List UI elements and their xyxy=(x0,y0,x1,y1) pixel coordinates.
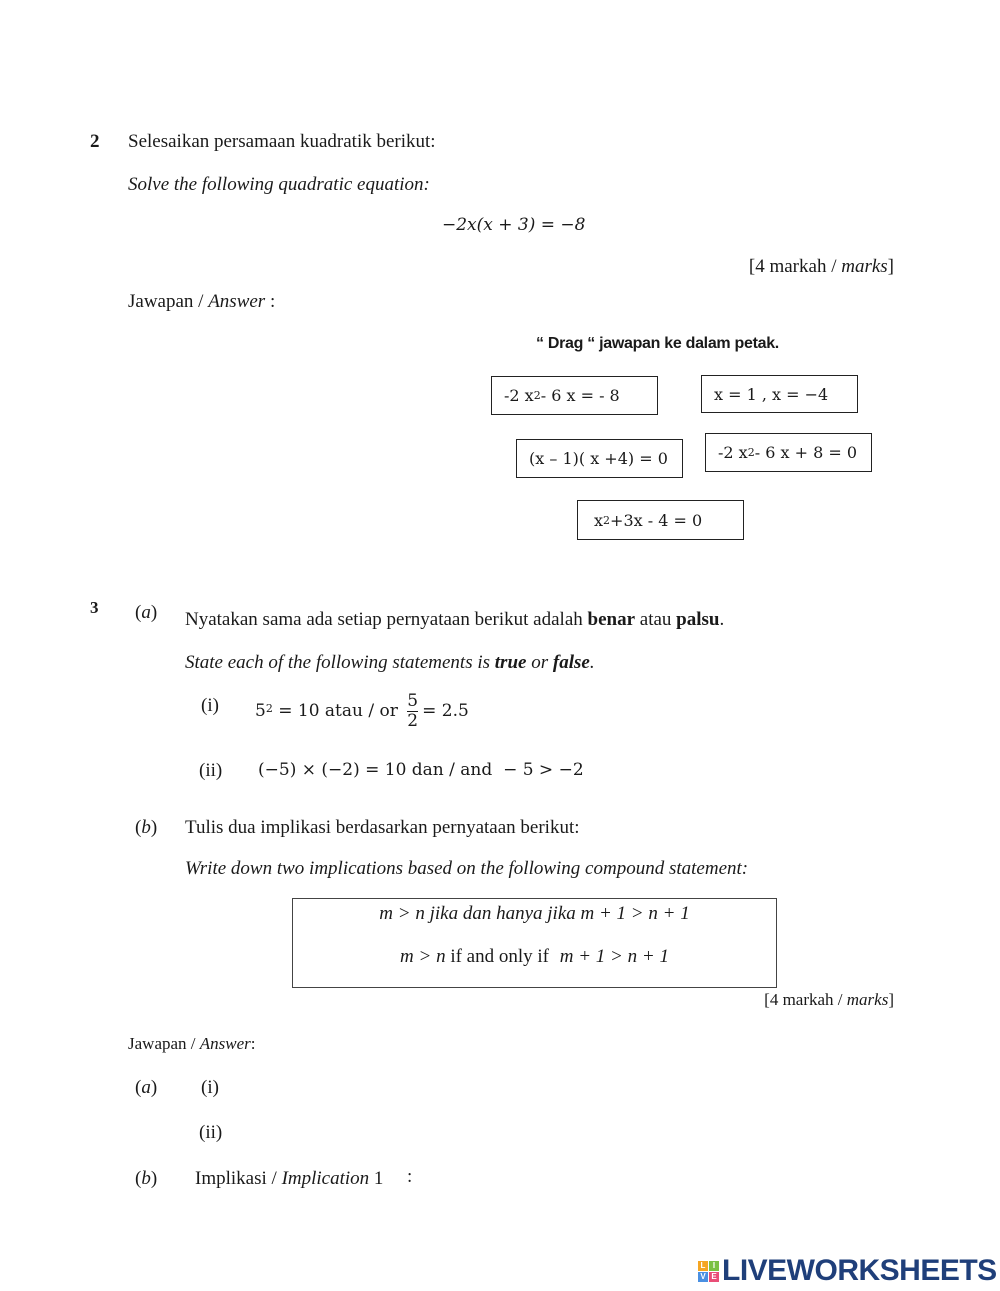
part-b-label: (b) xyxy=(135,817,158,838)
question-2-prompt-en: Solve the following quadratic equation: xyxy=(128,174,430,195)
question-2-prompt-ms: Selesaikan persamaan kuadratik berikut: xyxy=(128,131,436,152)
part-b-prompt-ms: Tulis dua implikasi berdasarkan pernyataan berikut: xyxy=(185,817,580,838)
statement-ii-label: (ii) xyxy=(199,760,223,781)
statement-i: 5 2 = 10 atau / or $\frac{5}{2}$ = 2.5 xyxy=(255,691,469,731)
drag-tile-5[interactable]: x 2 +3x - 4 = 0 xyxy=(577,500,744,540)
answer-a-label: (a) xyxy=(135,1077,158,1098)
drag-instruction: “ Drag “ jawapan ke dalam petak. xyxy=(536,335,779,352)
part-b-prompt-en: Write down two implications based on the following compound statement: xyxy=(185,858,749,879)
question-3-answer-label: Jawapan / Answer: xyxy=(128,1034,256,1053)
compound-statement-ms: m > n jika dan hanya jika m + 1 > n + 1 xyxy=(379,903,690,924)
implication-1-label: Implikasi / Implication 1 xyxy=(195,1168,384,1189)
question-3-marks: [4 markah / marks] xyxy=(764,990,894,1009)
question-2-equation: −2x(x + 3) = −8 xyxy=(442,215,586,235)
answer-b-label: (b) xyxy=(135,1168,158,1189)
liveworksheets-logo xyxy=(698,1254,997,1288)
question-3-number: 3 xyxy=(90,598,99,617)
answer-ii-label: (ii) xyxy=(199,1122,223,1143)
statement-i-label: (i) xyxy=(201,695,219,716)
logo-blocks-icon: L I V E xyxy=(698,1261,719,1282)
question-2-number: 2 xyxy=(90,131,100,152)
drag-tile-4[interactable]: -2 x 2 - 6 x + 8 = 0 xyxy=(705,433,872,472)
drag-tile-3[interactable]: (x – 1)( x +4) = 0 xyxy=(516,439,683,478)
compound-statement-en: m > n if and only if m + 1 > n + 1 xyxy=(400,946,669,967)
part-a-prompt-ms: Nyatakan sama ada setiap pernyataan berikut adalah benar atau palsu. xyxy=(185,609,725,630)
part-a-prompt-en: State each of the following statements is true or false. xyxy=(185,652,595,673)
implication-1-colon: : xyxy=(407,1166,413,1187)
drag-tile-1[interactable]: -2 x 2 - 6 x = - 8 xyxy=(491,376,658,415)
question-2-answer-label: Jawapan / Answer : xyxy=(128,291,276,312)
drag-tile-2[interactable]: x = 1 , x = −4 xyxy=(701,375,858,413)
question-2-marks: [4 markah / marks] xyxy=(748,256,894,277)
answer-i-label: (i) xyxy=(201,1077,219,1098)
logo-text: LIVEWORKSHEETS xyxy=(722,1254,997,1287)
part-a-label: (a) xyxy=(135,602,158,623)
statement-ii: (−5) × (−2) = 10 dan / and − 5 > −2 xyxy=(258,760,584,780)
